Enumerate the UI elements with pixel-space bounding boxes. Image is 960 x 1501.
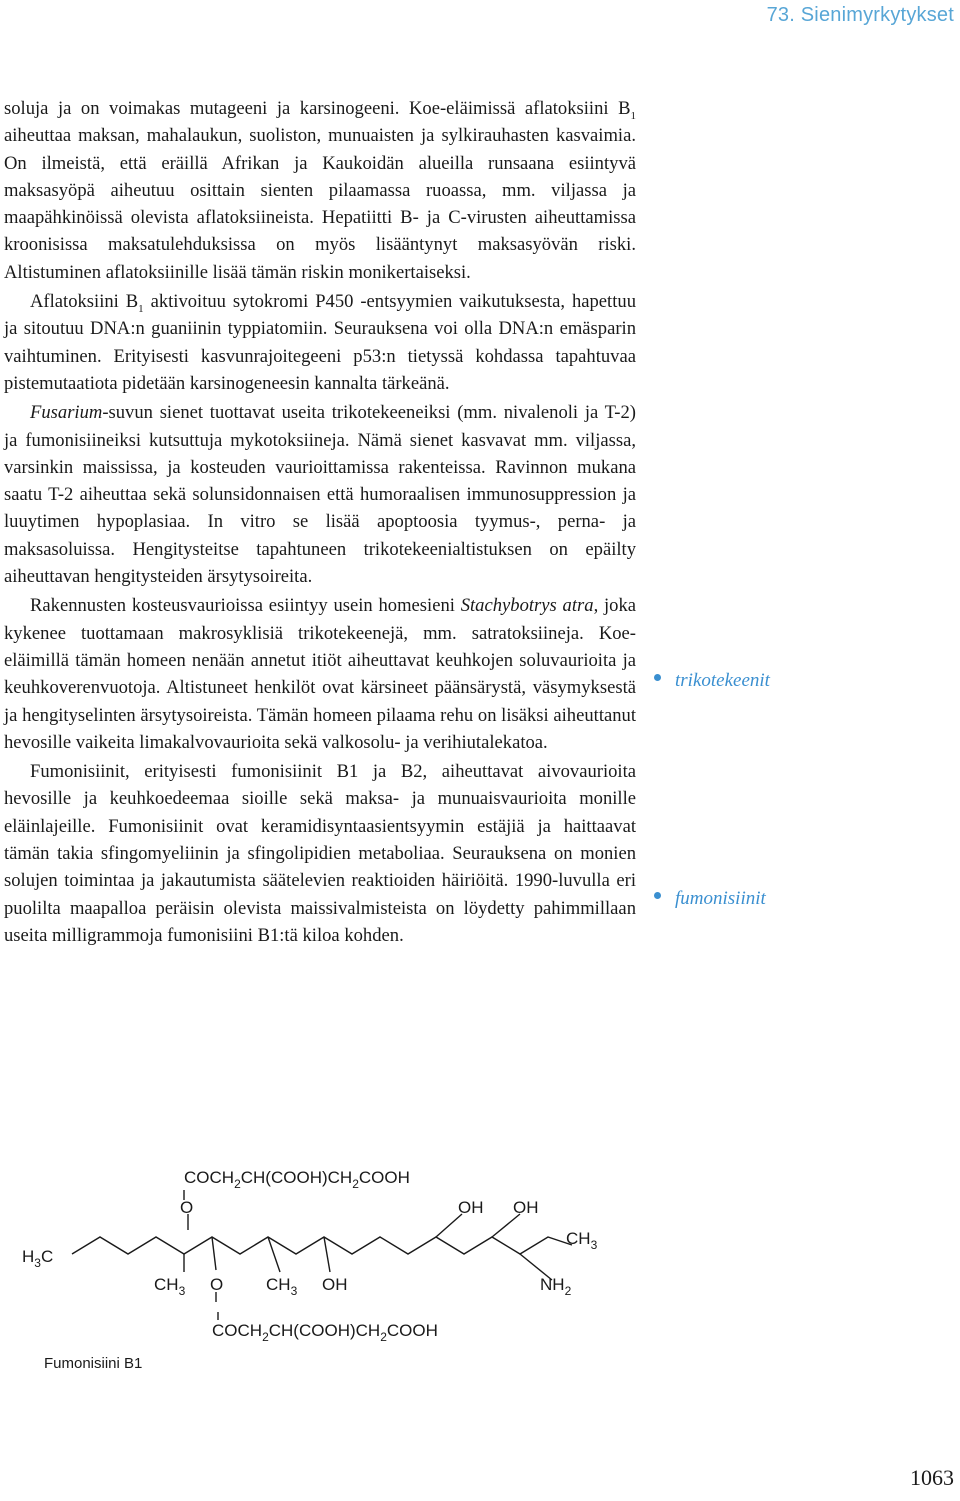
- top-side-chain-label: $COCH_2CH(COOH)CH_2COOH$: [184, 1168, 410, 1191]
- terminal-methyl-label: $H_3C$: [22, 1247, 54, 1270]
- text-run: -suvun sienet tuottavat useita trikotekeeneiksi (mm. nivalenoli ja T-2) ja fumonisiineiksi kutsuttuja mykotoksiineja. Nämä sienet kasvavat mm. viljassa, varsinkin maississa, ja kosteuden vaurioittamissa rakenteissa. Ravinnon mukana saatu T-2 aiheuttaa sekä solunsidonnaisen että humoraalisen immunosuppression ja luuytimen hypoplasiaa. In vitro se lisää apoptoosia tyymus-, perna- ja maksasoluissa. Hengitysteitse tapahtuneen trikotekeenialtistuksen on epäilty aiheuttavan hengitysteiden ärsytysoireita.: [4, 402, 636, 588]
- amine-label: $NH_2$: [540, 1275, 572, 1298]
- page-number: 1063: [910, 1465, 954, 1490]
- body-text-column: [4, 95, 636, 951]
- hydroxyl-label: OH: [458, 1198, 484, 1217]
- margin-note-trikotekeenit: [654, 670, 770, 692]
- hydroxyl-label: OH: [322, 1275, 348, 1294]
- paragraph-fusarium: [4, 399, 636, 590]
- subscript: 1: [630, 110, 636, 122]
- hydroxyl-label: OH: [513, 1198, 539, 1217]
- text-run: aktivoituu sytokromi P450 -entsyymien vaikutuksesta, hapettuu ja sitoutuu DNA:n guaniinin typpiatomiin. Seurauksena voi olla DNA:n emäsparin vaihtuminen. Erityisesti kasvunrajoitegeeni p53:n tietyssä kohdassa tapahtuvaa pistemutaatiota pidetään karsinogeneesin kannalta tärkeänä.: [4, 291, 636, 394]
- bottom-side-chain-label: $COCH_2CH(COOH)CH_2COOH$: [212, 1321, 438, 1344]
- text-run: , joka kykenee tuottamaan makrosyklisiä trikotekeenejä, mm. satratoksiineja. Koe-eläimillä tämän homeen nenään annetut itiöt aiheuttavat keuhkojen soluvaurioita ja keuhkoverenvuotoja. Altistuneet henkilöt ovat kärsineet päänsärystä, väsymyksestä ja hengityselinten ärsytysoireista. Tämän homeen pilaama rehu on lisäksi aiheuttanut hevosille vaikeita limakalvovaurioita sekä valkosolu- ja verihiutalekatoa.: [4, 595, 637, 753]
- margin-note-fumonisiinit: [654, 888, 766, 910]
- species-name: Fusarium: [30, 402, 103, 424]
- structure-caption: Fumonisiini B1: [44, 1355, 143, 1372]
- paragraph-stachybotrys: [4, 592, 636, 756]
- text-run: soluja ja on voimakas mutageeni ja karsinogeeni. Koe-eläimissä aflatoksiini B: [4, 98, 631, 119]
- text-run: aiheuttaa maksan, mahalaukun, suoliston, munuaisten ja sylkirauhasten kasvaimia. On ilmeistä, että eräillä Afrikan ja Kaukoidän alueilla runsaana esiintyvä maksasyöpä aiheutuu osittain sienten pilaamassa ruoassa, mm. viljassa ja maapähkinöissä olevista aflatoksiineista. Hepatiitti B- ja C-virusten aiheuttamissa kroonisissa maksatulehduksissa on myös lisääntynyt maksasyövän riski. Altistuminen aflatoksiinille lisää tämän riskin monikertaiseksi.: [4, 125, 636, 283]
- paragraph-aflatoxin-carcinogen: [4, 95, 636, 286]
- text-run: Fumonisiinit, erityisesti fumonisiinit B1 ja B2, aiheuttavat aivovaurioita hevosille ja keuhkoedeemaa sioille sekä maksa- ja munuaisvaurioita monille eläinlajeille. Fumonisiinit ovat keramidisyntaasientsyymin estäjiä ja haittaavat tämän takia sfingomyeliinin ja sfingolipidien metaboliaa. Seurauksena on monien solujen toimintaa ja jakautumista säätelevien reaktioiden häiriöitä. 1990-luvulla eri puolilta maapalloa peräisin olevista maissivalmisteista on löydetty pahimmillaan useita milligrammoja fumonisiini B1:tä kiloa kohden.: [4, 761, 636, 946]
- chapter-title: 73. Sienimyrkytykset: [766, 4, 954, 26]
- text-run: Aflatoksiini B: [30, 291, 139, 313]
- fumonisin-b1-structure: [0, 1150, 640, 1380]
- methyl-label: $CH_3$: [266, 1275, 298, 1298]
- bullet-icon: [654, 892, 661, 899]
- skeleton-bonds: [72, 1190, 572, 1320]
- margin-note-label: fumonisiinit: [675, 888, 766, 909]
- methyl-label: $CH_3$: [154, 1275, 186, 1298]
- species-name: Stachybotrys atra: [460, 595, 594, 617]
- margin-note-label: trikotekeenit: [675, 670, 770, 691]
- text-run: Rakennusten kosteusvaurioissa esiintyy usein homesieni: [30, 595, 461, 617]
- ester-oxygen-bottom: O: [210, 1275, 224, 1294]
- paragraph-aflatoxin-mechanism: [4, 288, 636, 397]
- subscript: 1: [138, 303, 144, 316]
- ester-oxygen-top: O: [180, 1198, 194, 1217]
- bullet-icon: [654, 674, 661, 681]
- methyl-label: $CH_3$: [566, 1229, 598, 1252]
- paragraph-fumonisins: [4, 758, 636, 949]
